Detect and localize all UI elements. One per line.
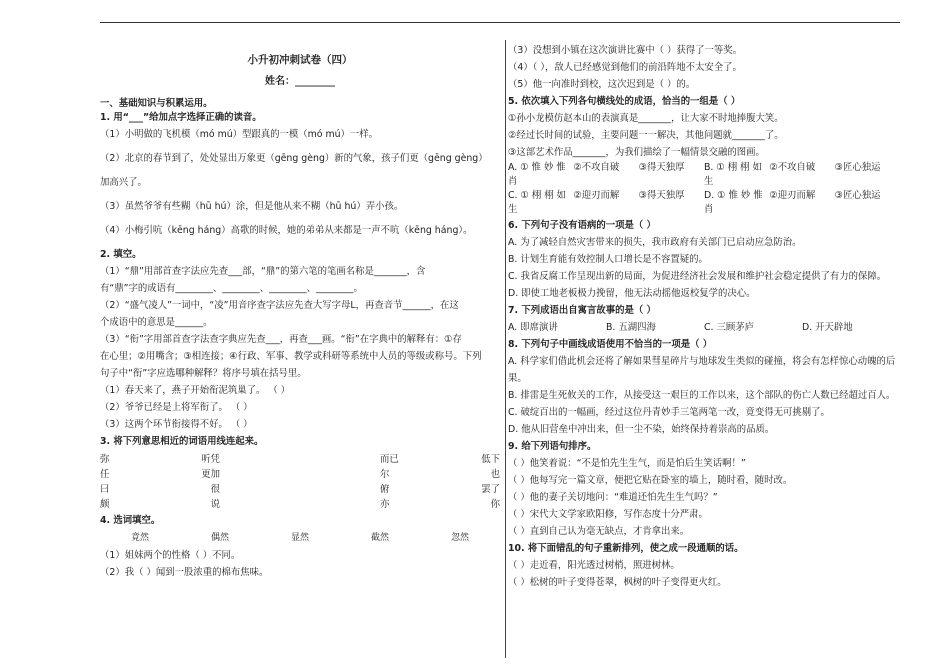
match-word[interactable]: 听凭 [201,454,220,465]
q4-stem: 4. 选词填空。 [100,515,161,526]
q7-options [508,319,900,336]
match-word[interactable]: 颇 [100,499,110,510]
q9-item: （ ）他笑着说：“不是怕先生生气，而是怕后生笑话啊！” [508,458,746,469]
matching-table [100,452,500,512]
match-word[interactable]: 弥 [100,454,110,465]
q4-item: （2）我（ ）闻到一股浓重的棉布焦味。 [100,567,269,578]
q1-item: （2）北京的春节到了，处处显出万象更（gēng gèng）新的气象，孩子们更（gēng gèng） [100,153,488,164]
q1-item: （1）小明做的飞机模（mó mú）型跟真的一模（mó mú）一样。 [100,129,379,140]
option[interactable]: A. ① 惟 妙 惟 [508,162,566,173]
right-column [508,42,900,591]
option: ②迎刃而解 [769,190,816,201]
option: 肖 [704,204,714,215]
q10-item: （ ）走近看，阳光透过树梢，照进树林。 [508,560,680,571]
q7-option[interactable]: A. 即席演讲 [508,322,558,333]
top-rule [100,22,900,23]
q2-line: （2）“盛气凌人”一词中，“凌”用音序查字法应先查大写字母L，再查音节______，在这 [100,300,459,311]
word-bank-item: 忽然 [450,533,469,543]
q5-item: ③这部艺术作品_______，为我们描绘了一幅情景交融的图画。 [508,147,765,158]
q1-stem: 1. 用“___”给加点字选择正确的读音。 [100,112,262,123]
q3-stem: 3. 将下列意思相近的词语用线连起来。 [100,436,264,447]
left-column [100,40,500,581]
q6-option[interactable]: A. 为了减轻自然灾害带来的损失，我市政府有关部门已启动应急防治。 [508,237,802,248]
q8-option: 果。 [508,373,527,384]
q6-stem: 6. 下列句子没有语病的一项是（ ） [508,220,656,231]
match-word[interactable]: 说 [210,499,220,510]
q8-option[interactable]: A. 科学家们借此机会还将了解如果彗星碎片与地球发生类似的碰撞，将会有怎样惊心动魄的后 [508,356,896,367]
q1-item: （4）小梅引吭（kēng háng）高歌的时候，她的弟弟从来都是一声不吭（kēng háng）。 [100,225,473,236]
option: ③得天独厚 [638,190,685,201]
word-bank-item: 竟然 [130,533,149,543]
q10-stem: 10. 将下面错乱的句子重新排列，使之成一段通顺的话。 [508,543,744,554]
section-heading: 一、基础知识与积累运用。 [100,98,213,109]
option: 肖 [508,176,518,187]
match-word[interactable]: 很 [210,484,220,495]
match-word[interactable]: 你 [490,499,500,510]
q7-option[interactable]: D. 开天辟地 [802,322,853,333]
page-title: 小升初冲刺试卷（四） [247,54,353,66]
match-word[interactable]: 而已 [380,454,399,465]
option[interactable]: C. ① 栩 栩 如 [508,190,566,201]
word-bank-item: 偶然 [210,533,229,543]
match-word[interactable]: 曰 [100,484,110,495]
match-word[interactable]: 罢了 [481,484,500,495]
q8-option[interactable]: C. 破绽百出的一幅画，经过这位丹青妙手三笔两笔一改，竟变得无可挑剔了。 [508,407,830,418]
option[interactable]: D. ① 惟 妙 惟 [704,190,763,201]
name-field: 姓名：________ [265,76,335,87]
q2-line: 在心里；②用嘴含；③相连接；④行政、军事、教学或科研等系统中人员的等级或称号。下列 [100,351,482,362]
q9-item: （ ）他每写完一篇文章，便把它贴在卧室的墙上，随时看，随时改。 [508,475,793,486]
q6-option[interactable]: B. 计划生育能有效控制人口增长是不容置疑的。 [508,254,708,265]
q5-item: ②经过长时间的试验，主要问题一一解决，其他问题就_______了。 [508,130,784,141]
q2-stem: 2. 填空。 [100,249,142,260]
option: ②不攻自破 [573,162,620,173]
q7-option[interactable]: B. 五湖四海 [606,322,656,333]
word-bank [100,529,500,547]
match-word[interactable]: 低下 [481,454,500,465]
q2-line: （1）春天来了，燕子开始衔泥筑巢了。 （ ） [100,385,291,396]
match-word[interactable]: 亦 [380,499,390,510]
column-divider [505,40,506,658]
match-word[interactable]: 俯 [380,484,390,495]
q2-line: 有“鼎”字的成语有________、________、________、________。 [100,283,363,294]
match-word[interactable]: 更加 [201,469,220,480]
option: 生 [508,204,518,215]
q9-item: （ ）宋代大文学家欧阳修，写作态度十分严肃。 [508,509,708,520]
match-word[interactable]: 任 [100,469,110,480]
word-bank-item: 截然 [370,533,389,543]
q2-line: （3）“衔”字用部首查字法查字典应先查___，再查___画。“衔”在字典中的解释有：①存 [100,334,462,345]
q2-line: （1）“鼎”用部首查字法应先查___部，“鼎”的第六笔的笔画名称是_______，含 [100,266,426,277]
q10-item: （ ）松树的叶子变得苍翠，枫树的叶子变得更火红。 [508,577,727,588]
option[interactable]: B. ① 栩 栩 如 [704,162,762,173]
q5-options [508,161,900,217]
q5-item: ①孙小龙模仿赵本山的表演真是_______，让大家不时地捧腹大笑。 [508,113,784,124]
q4-item: （5）他一向准时到校，这次迟到是（ ）的。 [508,79,696,90]
q2-line: （3）这两个环节衔接得不好。 （ ） [100,419,253,430]
q1-item: 加高兴了。 [100,177,147,188]
q2-line: 句子中“衔”字应选哪种解释？将序号填在括号里。 [100,368,307,379]
option: ③匠心独运 [834,162,881,173]
q9-item: （ ）直到自己认为毫无缺点，才肯拿出来。 [508,526,690,537]
q9-item: （ ）他的妻子关切地问：“难道还怕先生生气吗？” [508,492,718,503]
q7-option[interactable]: C. 三顾茅庐 [704,322,755,333]
q4-item: （3）没想到小镇在这次演讲比赛中（ ）获得了一等奖。 [508,45,742,56]
q9-stem: 9. 给下列语句排序。 [508,441,597,452]
match-word[interactable]: 也 [490,469,500,480]
option: ②迎刃而解 [573,190,620,201]
q8-option[interactable]: D. 他从旧营垒中冲出来，但一尘不染，始终保持着崇高的品质。 [508,424,775,435]
option: ③得天独厚 [638,162,685,173]
q5-stem: 5. 依次填入下列各句横线处的成语，恰当的一组是（ ） [508,96,741,107]
q2-line: 个成语中的意思是______。 [100,317,213,328]
q4-item: （4）（ ），敌人已经感觉到他们的前沿阵地不太安全了。 [508,62,742,73]
q8-option[interactable]: B. 排雷是生死攸关的工作，从接受这一艰巨的工作以来，这个部队的伤亡人数已经超过百人。 [508,390,896,401]
q2-line: （2）爷爷已经是上将军衔了。 （ ） [100,402,253,413]
q6-option[interactable]: C. 我省反腐工作呈现出新的局面，为促进经济社会发展和维护社会稳定提供了有力的保障。 [508,271,887,282]
option: ③匠心独运 [834,190,881,201]
match-word[interactable]: 尔 [380,469,390,480]
q4-item: （1）姐妹两个的性格（ ）不同。 [100,550,241,561]
option: 生 [704,176,714,187]
q8-stem: 8. 下列句子中画线成语使用不恰当的一项是（ ） [508,339,713,350]
q1-item: （3）虽然爷爷有些糊（hū hú）涂，但是他从来不糊（hū hú）弄小孩。 [100,201,404,212]
option: ②不攻自破 [769,162,816,173]
q6-option[interactable]: D. 即使工地老板极力挽留，他无法动摇他返校复学的决心。 [508,288,756,299]
q7-stem: 7. 下列成语出自寓言故事的是（ ） [508,305,656,316]
word-bank-item: 显然 [290,533,309,543]
